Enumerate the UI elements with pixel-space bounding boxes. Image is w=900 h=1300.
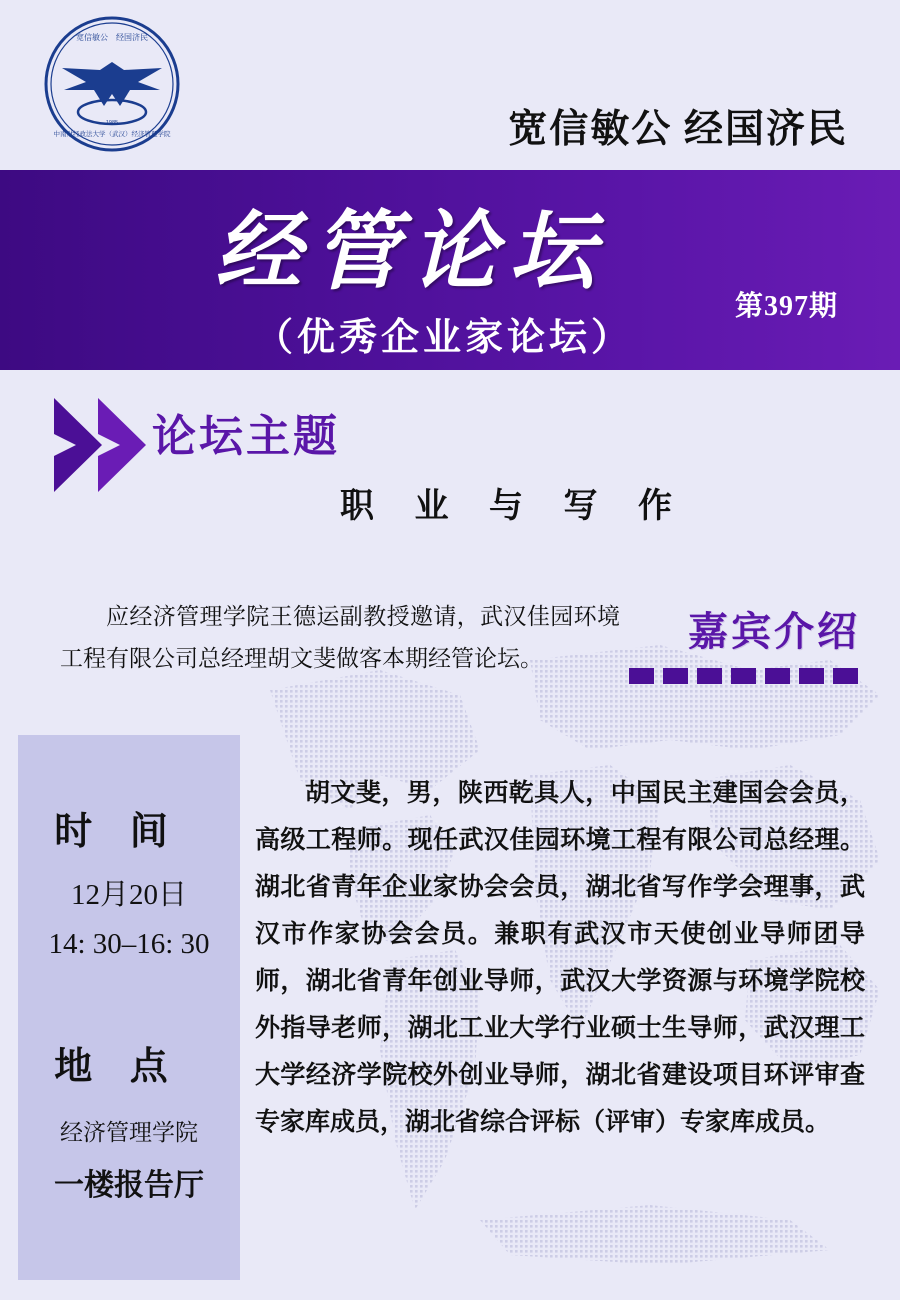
- guest-section-heading: 嘉宾介绍: [688, 609, 860, 654]
- event-time-range: 14: 30–16: 30: [48, 928, 210, 960]
- svg-text:1985: 1985: [105, 120, 119, 126]
- place-line-1: 经济管理学院: [60, 1120, 198, 1145]
- event-date: 12月20日: [70, 879, 187, 911]
- forum-title: 经管论坛: [215, 204, 607, 300]
- guest-heading-dashes: [626, 668, 858, 684]
- intro-paragraph: 应经济管理学院王德运副教授邀请，武汉佳园环境工程有限公司总经理胡文斐做客本期经管论坛。: [60, 604, 620, 671]
- svg-text:中南财经政法大学（武汉）经济管理学院: 中南财经政法大学（武汉）经济管理学院: [53, 131, 171, 138]
- svg-text:宽信敏公 经国济民: 宽信敏公 经国济民: [76, 33, 148, 42]
- header-motto: 宽信敏公 经国济民: [508, 108, 848, 151]
- university-logo: [42, 10, 182, 158]
- issue-number: 第397期: [734, 291, 838, 322]
- guest-biography: 胡文斐，男，陕西乾具人，中国民主建国会会员，高级工程师。现任武汉佳园环境工程有限公司总经理。湖北省青年企业家协会会员，湖北省写作学会理事，武汉市作家协会会员。兼职有武汉市天使创业导师团导师，湖北省青年创业导师，武汉大学资源与环境学院校外指导老师，湖北工业大学行业硕士生导师，武汉理工大学经济学院校外创业导师，湖北省建设项目环评审查专家库成员，湖北省综合评标（评审）专家库成员。: [255, 780, 865, 1136]
- double-chevron-icon: [48, 390, 158, 500]
- forum-subtitle: （优秀企业家论坛）: [255, 317, 634, 359]
- topic-text: 职 业 与 写 作: [340, 488, 688, 525]
- page-header: [0, 0, 900, 168]
- place-line-2: 一楼报告厅: [54, 1169, 204, 1202]
- time-label: 时 间: [54, 811, 182, 853]
- place-label: 地 点: [54, 1046, 182, 1088]
- topic-label: 论坛主题: [152, 412, 340, 461]
